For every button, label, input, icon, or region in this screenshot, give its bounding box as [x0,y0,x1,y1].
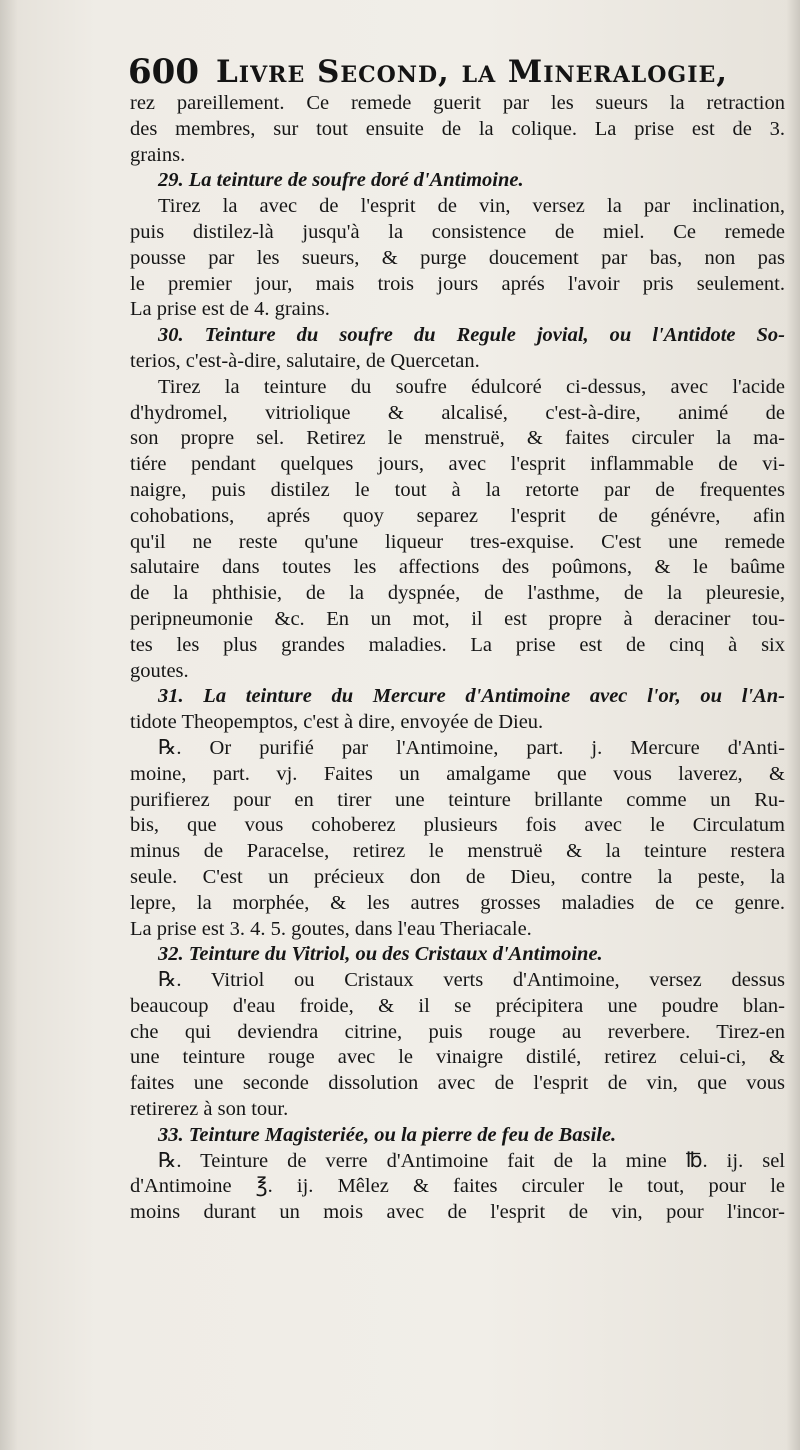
page-number: 600 [128,52,199,92]
text-line: beaucoup d'eau froide, & il se précipitera une poudre blan- [130,994,785,1017]
text-line: che qui deviendra citrine, puis rouge au reverbere. Tirez-en [130,1020,785,1043]
text-line: d'hydromel, vitriolique & alcalisé, c'est-à-dire, animé de [130,401,785,424]
text-line: le premier jour, mais trois jours aprés l'avoir pris seulement. [130,272,785,295]
text-line: naigre, puis distilez le tout à la retorte par de frequentes [130,478,785,501]
text-line: Tirez la teinture du soufre édulcoré ci-dessus, avec l'acide [158,375,785,398]
gutter-shadow [0,0,18,1450]
text-line: minus de Paracelse, retirez le menstruë & la teinture restera [130,840,785,863]
text-line: peripneumonie &c. En un mot, il est propre à deraciner tou- [130,607,785,630]
text-line: une teinture rouge avec le vinaigre distilé, retirez celui-ci, & [130,1046,785,1069]
page-edge-shadow [786,0,800,1450]
text-line: Tirez la avec de l'esprit de vin, versez la par inclination, [158,195,785,218]
text-line: salutaire dans toutes les affections des poûmons, & le baûme [130,556,785,579]
text-line: terios, c'est-à-dire, salutaire, de Quercetan. [130,349,480,372]
text-line: tes les plus grandes maladies. La prise est de cinq à six [130,633,785,656]
text-line: purifierez pour en tirer une teinture brillante comme un Ru- [130,788,785,811]
running-header [128,48,768,96]
text-line: 32. Teinture du Vitriol, ou des Cristaux d'Antimoine. [158,943,603,966]
text-line: seule. C'est un précieux don de Dieu, contre la peste, la [130,865,785,888]
text-line: 31. La teinture du Mercure d'Antimoine avec l'or, ou l'An- [158,685,785,708]
text-line: puis distilez-là jusqu'à la consistence de miel. Ce remede [130,220,785,243]
text-line: ℞. Vitriol ou Cristaux verts d'Antimoine, versez dessus [158,969,785,992]
text-line: tiére pendant quelques jours, avec l'esprit inflammable de vi- [130,453,785,476]
text-line: rez pareillement. Ce remede guerit par les sueurs la retraction [130,92,785,114]
text-line: qu'il ne reste qu'une liqueur tres-exquise. C'est une remede [130,530,785,553]
text-line: moine, part. vj. Faites un amalgame que vous laverez, & [130,762,785,785]
text-line: ℞. Teinture de verre d'Antimoine fait de la mine ℔. ij. sel [158,1149,785,1172]
text-line: son propre sel. Retirez le menstruë, & faites circuler la ma- [130,427,785,450]
text-line: cohobations, aprés quoy separez l'esprit de génévre, afin [130,504,785,527]
text-line: de la phthisie, de la dyspnée, de l'asthme, de la pleuresie, [130,582,785,605]
text-line: 30. Teinture du soufre du Regule jovial, ou l'Antidote So- [158,324,785,347]
body-text [130,91,785,1226]
text-line: retirerez à son tour. [130,1098,289,1121]
text-line: lepre, la morphée, & les autres grosses maladies de ce genre. [130,891,785,914]
running-title: Livre Second, la Mineralogie, [216,54,729,90]
text-line: tidote Theopemptos, c'est à dire, envoyée de Dieu. [130,711,544,734]
text-line: La prise est de 4. grains. [130,298,330,321]
text-line: grains. [130,143,186,166]
text-line: goutes. [130,659,189,682]
text-line: 29. La teinture de soufre doré d'Antimoine. [158,169,524,192]
text-line: des membres, sur tout ensuite de la colique. La prise est de 3. [130,117,785,140]
text-line: La prise est 3. 4. 5. goutes, dans l'eau Theriacale. [130,917,532,940]
text-line: moins durant un mois avec de l'esprit de vin, pour l'incor- [130,1201,785,1224]
text-line: ℞. Or purifié par l'Antimoine, part. j. Mercure d'Anti- [158,736,785,759]
text-line: faites une seconde dissolution avec de l'esprit de vin, que vous [130,1072,785,1095]
text-line: 33. Teinture Magisteriée, ou la pierre de feu de Basile. [158,1123,617,1146]
text-line: bis, que vous cohoberez plusieurs fois avec le Circulatum [130,814,785,837]
text-line: d'Antimoine ℥. ij. Mêlez & faites circuler le tout, pour le [130,1175,785,1198]
text-line: pousse par les sueurs, & purge doucement par bas, non pas [130,246,785,269]
